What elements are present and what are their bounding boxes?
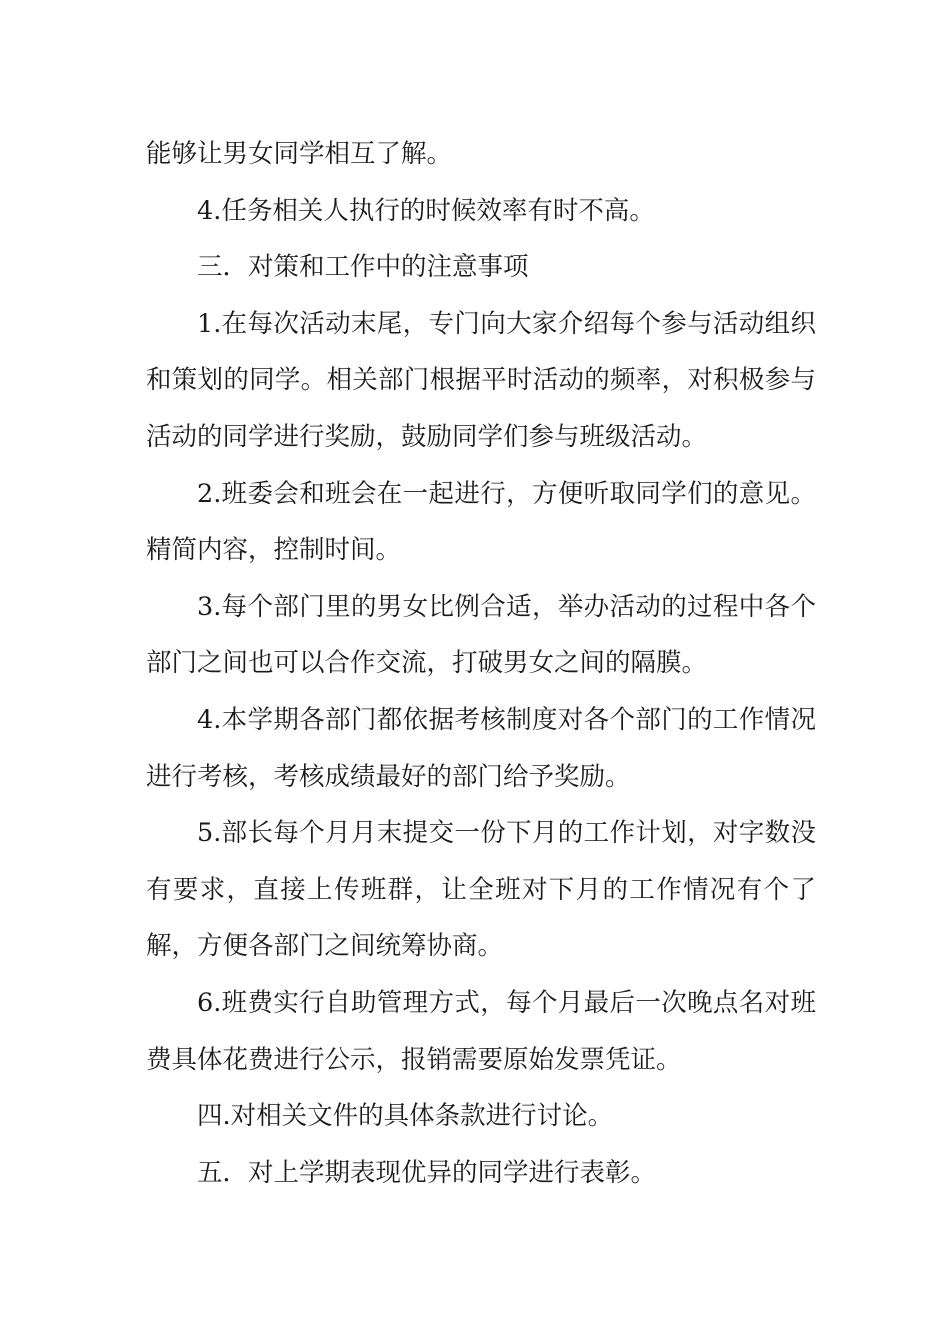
section-heading-4: 四.对相关文件的具体条款进行讨论。 [197,1101,614,1132]
paragraph-measure-2: 2.班委会和班会在一起进行，方便听取同学们的意见。精简内容，控制时间。 [146,478,816,566]
document-body [146,126,816,1201]
paragraph-measure-3: 3.每个部门里的男女比例合适，举办活动的过程中各个部门之间也可以合作交流，打破男女之间的隔膜。 [146,591,816,679]
paragraph-measure-1: 1.在每次活动末尾，专门向大家介绍每个参与活动组织和策划的同学。相关部门根据平时活动的频率，对积极参与活动的同学进行奖励，鼓励同学们参与班级活动。 [146,308,816,452]
paragraph-issue-4: 4.任务相关人执行的时候效率有时不高。 [197,195,655,226]
paragraph-continuation: 能够让男女同学相互了解。 [146,139,453,169]
section-heading-5: 五．对上学期表现优异的同学进行表彰。 [197,1157,657,1188]
paragraph-measure-4: 4.本学期各部门都依据考核制度对各个部门的工作情况进行考核，考核成绩最好的部门给予奖励。 [146,704,816,792]
paragraph-measure-5: 5.部长每个月月末提交一份下月的工作计划，对字数没有要求，直接上传班群，让全班对下月的工作情况有个了解，方便各部门之间统筹协商。 [146,818,816,962]
paragraph-measure-6: 6.班费实行自助管理方式，每个月最后一次晚点名对班费具体花费进行公示，报销需要原始发票凭证。 [146,987,816,1075]
section-heading-3: 三．对策和工作中的注意事项 [197,252,529,283]
